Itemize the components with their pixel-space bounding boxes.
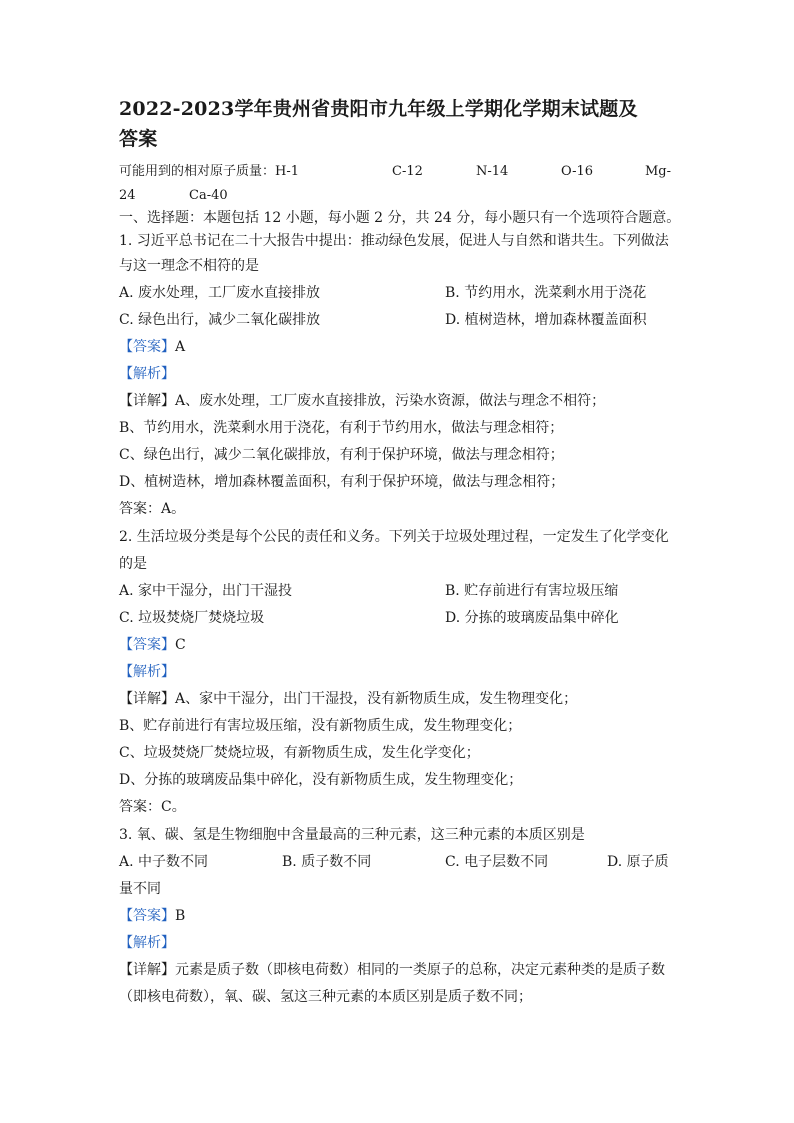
q2-detail-a: A、家中干湿分，出门干湿投，没有新物质生成，发生物理变化； xyxy=(175,691,578,707)
q2-conclusion: 答案：C。 xyxy=(119,799,186,815)
q2-option-a: A. 家中干湿分，出门干湿投 xyxy=(119,583,293,599)
document-title-line-2: 答案 xyxy=(119,128,158,150)
detail-tag: 【详解】 xyxy=(119,962,175,978)
atomic-mass-ca: Ca-40 xyxy=(189,188,228,203)
q2-option-d: D. 分拣的玻璃废品集中碎化 xyxy=(445,610,619,626)
answer-tag: 【答案】 xyxy=(119,908,175,924)
q1-option-a: A. 废水处理，工厂废水直接排放 xyxy=(119,285,321,301)
q1-stem-line-2: 与这一理念不相符的是 xyxy=(119,258,259,274)
atomic-mass-mg: Mg- xyxy=(645,164,672,179)
q2-analysis-tag: 【解析】 xyxy=(119,664,175,680)
atomic-mass-mg-value: 24 xyxy=(119,188,136,203)
q1-detail-b: B、节约用水，洗菜剩水用于浇花，有利于节约用水，做法与理念相符； xyxy=(119,420,564,436)
q3-option-d: D. 原子质 xyxy=(607,854,669,870)
q3-option-b: B. 质子数不同 xyxy=(282,854,372,870)
q1-answer-line xyxy=(119,338,185,356)
q1-detail-a: A、废水处理，工厂废水直接排放，污染水资源，做法与理念不相符； xyxy=(175,393,606,409)
q3-option-a: A. 中子数不同 xyxy=(119,854,209,870)
q3-detail-1: 元素是质子数（即核电荷数）相同的一类原子的总称，决定元素种类的是质子数 xyxy=(175,962,665,978)
q2-stem-line-1: 2. 生活垃圾分类是每个公民的责任和义务。下列关于垃圾处理过程，一定发生了化学变化 xyxy=(119,529,669,545)
q2-detail-c: C、垃圾焚烧厂焚烧垃圾，有新物质生成，发生化学变化； xyxy=(119,745,480,761)
q2-stem-line-2: 的是 xyxy=(119,556,147,572)
document-title-line-1: 2022-2023学年贵州省贵阳市九年级上学期化学期末试题及 xyxy=(119,98,638,120)
q3-detail-line-2: （即核电荷数），氧、碳、氢这三种元素的本质区别是质子数不同； xyxy=(119,989,532,1005)
answer-tag: 【答案】 xyxy=(119,339,175,355)
atomic-mass-c: C-12 xyxy=(392,164,423,179)
atomic-mass-n: N-14 xyxy=(476,164,509,179)
q1-option-d: D. 植树造林，增加森林覆盖面积 xyxy=(445,312,647,328)
q1-detail-c: C、绿色出行，减少二氧化碳排放，有利于保护环境，做法与理念相符； xyxy=(119,447,564,463)
answer-tag: 【答案】 xyxy=(119,637,175,653)
q3-detail-line-1 xyxy=(119,961,665,979)
q3-answer-line xyxy=(119,907,185,925)
q3-answer: B xyxy=(175,908,186,924)
q1-option-c: C. 绿色出行，减少二氧化碳排放 xyxy=(119,312,321,328)
q2-detail-a-line xyxy=(119,690,577,708)
q1-analysis-tag: 【解析】 xyxy=(119,366,175,382)
detail-tag: 【详解】 xyxy=(119,691,175,707)
q1-detail-a-line xyxy=(119,392,605,410)
q3-stem: 3. 氧、碳、氢是生物细胞中含量最高的三种元素，这三种元素的本质区别是 xyxy=(119,827,585,843)
q1-answer: A xyxy=(175,339,186,355)
q1-option-b: B. 节约用水，洗菜剩水用于浇花 xyxy=(445,285,647,301)
section-heading: 一、选择题：本题包括 12 小题，每小题 2 分，共 24 分，每小题只有一个选项符合题意。 xyxy=(119,210,681,226)
q3-analysis-tag: 【解析】 xyxy=(119,935,175,951)
q3-option-c: C. 电子层数不同 xyxy=(445,854,549,870)
q3-option-d-continued: 量不同 xyxy=(119,881,161,897)
atomic-mass-label: 可能用到的相对原子质量：H-1 xyxy=(119,164,300,179)
q2-detail-b: B、贮存前进行有害垃圾压缩，没有新物质生成，发生物理变化； xyxy=(119,718,522,734)
q2-answer-line xyxy=(119,636,186,654)
atomic-mass-o: O-16 xyxy=(561,164,594,179)
q1-conclusion: 答案：A。 xyxy=(119,501,186,517)
q2-option-c: C. 垃圾焚烧厂焚烧垃圾 xyxy=(119,610,265,626)
q2-detail-d: D、分拣的玻璃废品集中碎化，没有新物质生成，发生物理变化； xyxy=(119,772,523,788)
q1-detail-d: D、植树造林，增加森林覆盖面积，有利于保护环境，做法与理念相符； xyxy=(119,474,565,490)
q2-option-b: B. 贮存前进行有害垃圾压缩 xyxy=(445,583,619,599)
q2-answer: C xyxy=(175,637,186,653)
q1-stem-line-1: 1. 习近平总书记在二十大报告中提出：推动绿色发展，促进人与自然和谐共生。下列做法 xyxy=(119,233,669,249)
detail-tag: 【详解】 xyxy=(119,393,175,409)
